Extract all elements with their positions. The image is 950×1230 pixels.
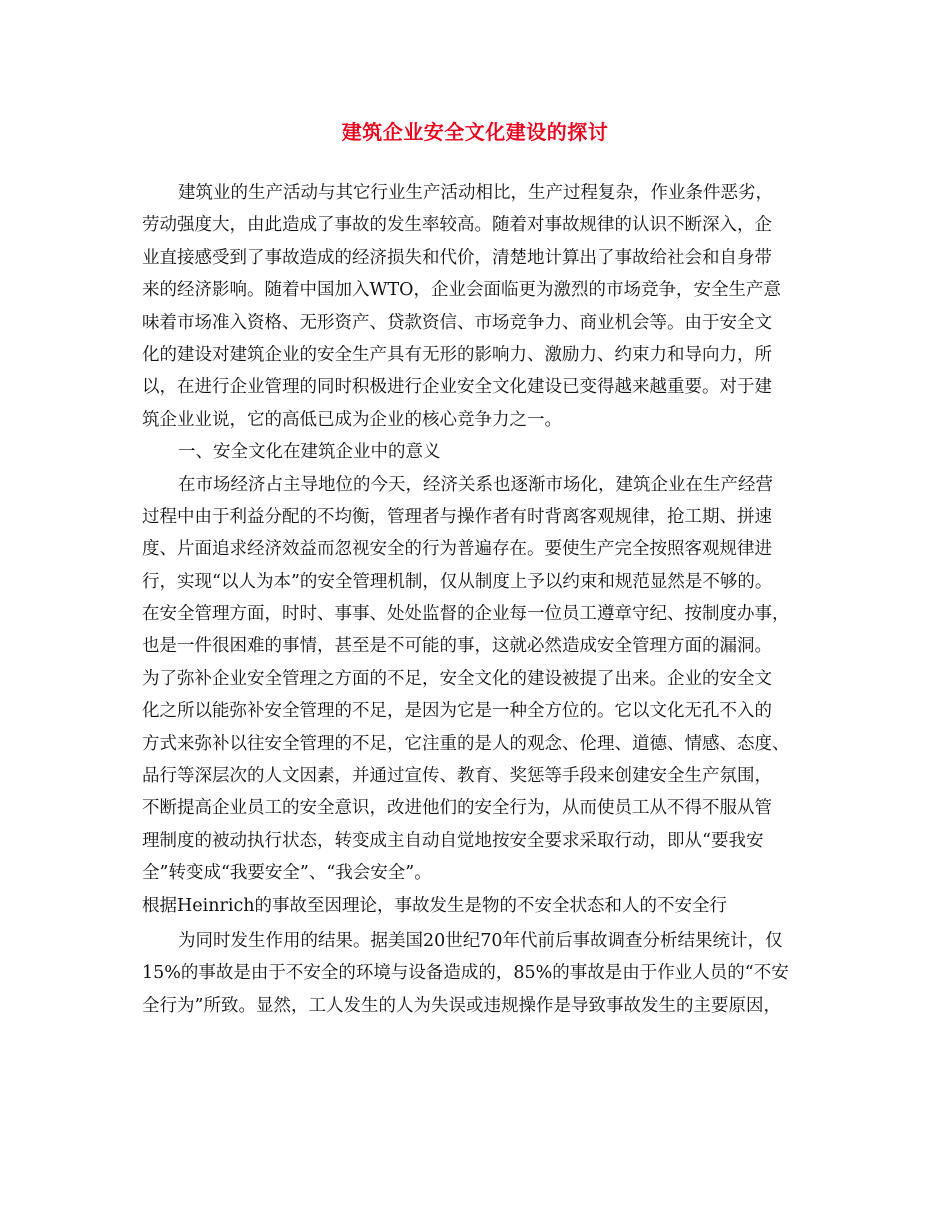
paragraph-line: [142, 1022, 822, 1054]
paragraph-line: 过程中由于利益分配的不均衡，管理者与操作者有时背离客观规律，抢工期、拼速: [142, 506, 772, 527]
paragraph-line: 筑企业业说，它的高低已成为企业的核心竞争力之一。: [142, 409, 562, 430]
paragraph-line: 理制度的被动执行状态，转变成主自动自觉地按安全要求采取行动，即从“要我安: [142, 830, 764, 851]
paragraph-line: 化的建设对建筑企业的安全生产具有无形的影响力、激励力、约束力和导向力，所: [142, 344, 772, 365]
paragraph-line: 在安全管理方面，时时、事事、处处监督的企业每一位员工遵章守纪、按制度办事，: [142, 604, 790, 625]
section-heading: 一、安全文化在建筑企业中的意义: [178, 442, 441, 463]
paragraph-line: 不断提高企业员工的安全意识，改进他们的安全行为，从而使员工从不得不服从管: [142, 798, 772, 819]
paragraph-line: 度、片面追求经济效益而忽视安全的行为普遍存在。要使生产完全按照客观规律进: [142, 539, 772, 560]
paragraph-line: 劳动强度大，由此造成了事故的发生率较高。随着对事故规律的认识不断深入，企: [142, 215, 772, 236]
paragraph-line: 方式来弥补以往安全管理的不足，它注重的是人的观念、伦理、道德、情感、态度、: [142, 733, 790, 754]
paragraph-line: 全”转变成“我要安全”、“我会安全”。: [142, 863, 432, 884]
paragraph-line: 味着市场准入资格、无形资产、贷款资信、市场竞争力、商业机会等。由于安全文: [142, 312, 772, 333]
paragraph-line: 根据Heinrich的事故至因理论，事故发生是物的不安全状态和人的不安全行: [142, 895, 728, 916]
paragraph-line: 化之所以能弥补安全管理的不足，是因为它是一种全方位的。它以文化无孔不入的: [142, 701, 772, 722]
paragraph-line: 全行为”所致。显然，工人发生的人为失误或违规操作是导致事故发生的主要原因，: [142, 995, 781, 1016]
paragraph-line: 品行等深层次的人文因素，并通过宣传、教育、奖惩等手段来创建安全生产氛围，: [142, 766, 772, 787]
paragraph-line: 建筑业的生产活动与其它行业生产活动相比，生产过程复杂，作业条件恶劣，: [178, 183, 773, 203]
paragraph-line: 行，实现“以人为本”的安全管理机制，仅从制度上予以约束和规范显然是不够的。: [142, 571, 773, 592]
document-body: [142, 177, 822, 1055]
paragraph-line: 15%的事故是由于不安全的环境与设备造成的，85%的事故是由于作业人员的“不安: [142, 963, 789, 984]
paragraph-line: 业直接感受到了事故造成的经济损失和代价，清楚地计算出了事故给社会和自身带: [142, 247, 772, 268]
paragraph-line: 为了弥补企业安全管理之方面的不足，安全文化的建设被提了出来。企业的安全文: [142, 668, 772, 689]
paragraph-line: 以，在进行企业管理的同时积极进行企业安全文化建设已变得越来越重要。对于建: [142, 377, 772, 398]
paragraph-line: 也是一件很困难的事情，甚至是不可能的事，这就必然造成安全管理方面的漏洞。: [142, 636, 772, 657]
paragraph-line: 在市场经济占主导地位的今天，经济关系也逐渐市场化，建筑企业在生产经营: [178, 474, 773, 495]
paragraph-line: 为同时发生作用的结果。据美国20世纪70年代前后事故调查分析结果统计，仅: [178, 930, 783, 951]
paragraph-line: 来的经济影响。随着中国加入WTO，企业会面临更为激烈的市场竞争，安全生产意: [142, 280, 782, 301]
document-title: 建筑企业安全文化建设的探讨: [341, 120, 609, 144]
